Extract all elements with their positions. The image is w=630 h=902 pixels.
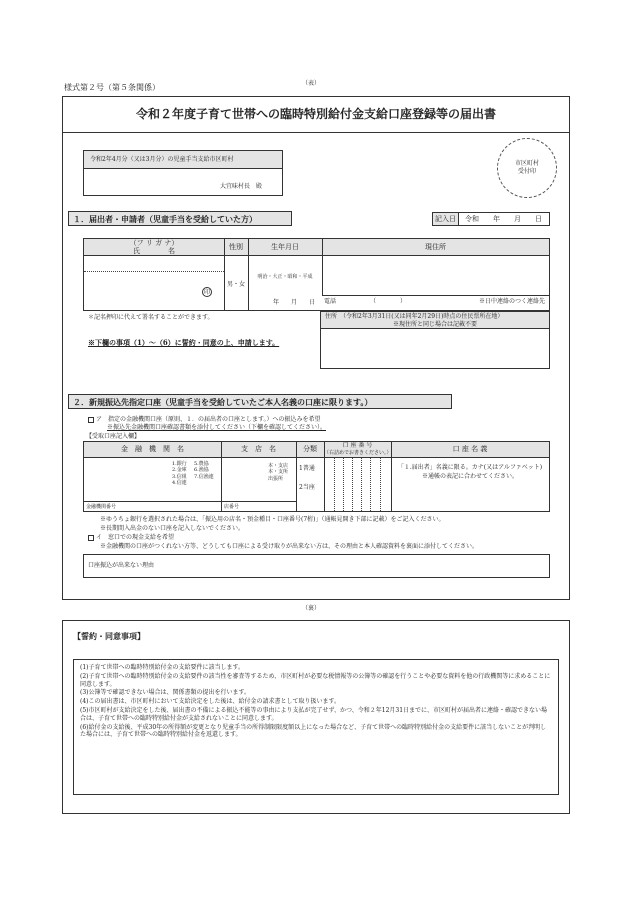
section2-heading: ２．新規振込先指定口座（児童手当を受給していたご本人名義の口座に限ります。） bbox=[68, 394, 452, 409]
col-account-no: 口 座 番 号 bbox=[342, 442, 373, 449]
entry-date-label: 記入日 bbox=[433, 213, 459, 225]
page-title: 令和２年度子育て世帯への臨時特別給付金支給口座登録等の届出書 bbox=[135, 106, 496, 121]
consent-line: ※下欄の事項（1）～（6）に誓約・同意の上、申請します。 bbox=[88, 338, 280, 347]
recipient-box bbox=[83, 150, 283, 196]
bank-types-col2[interactable]: 5.農協 6.漁協 7.信漁連 bbox=[194, 461, 214, 480]
pledge-item-4: (4)この届出書は、市区町村において支給決定をした後は、給付金の請求書として取り扱います。 bbox=[80, 698, 341, 706]
option-a-note: ※振込先金融機関口座確認書類を添付してください（下欄を確認してください）。 bbox=[107, 424, 327, 431]
holder-note2: ※通帳の表記に合わせてください。 bbox=[421, 473, 518, 480]
branch-types[interactable]: 本・支店 本・支所 出張所 bbox=[268, 463, 289, 482]
pledge-list bbox=[73, 659, 559, 795]
account-type-ordinary[interactable]: 1普通 bbox=[299, 465, 315, 472]
yucho-note2: ※長期間入出金のない口座を記入しないでください。 bbox=[100, 525, 245, 532]
pledge-item-2: (2)子育て世帯への臨時特別給付金の支給要件の該当性を審査等するため、市区町村が必要な税情報等の公簿等の確認を行うことや必要な資料を他の行政機関等に求めることに同意します。 bbox=[80, 672, 551, 688]
era-options[interactable]: 明治・大正・昭和・平成 bbox=[257, 274, 313, 280]
reason-box[interactable] bbox=[83, 554, 550, 578]
seal-mark: 印 bbox=[203, 289, 210, 296]
prev-address-note: ※現住所と同じ場合は記載不要 bbox=[392, 320, 477, 328]
stamp-line1: 市区町村 bbox=[514, 160, 539, 168]
holder-field[interactable] bbox=[392, 484, 549, 511]
entry-date bbox=[432, 212, 550, 226]
birth-units: 年 月 日 bbox=[273, 299, 316, 306]
pledge-item-1: (1)子育て世帯への臨時特別給付金の支給要件に該当します。 bbox=[80, 664, 245, 671]
bank-code-field[interactable] bbox=[118, 502, 220, 511]
col-branch: 支 店 名 bbox=[241, 445, 276, 453]
prev-address-label: 住所 （令和2年3月31日(又は同年2月29日)時点の住民票所在地） bbox=[325, 313, 504, 320]
pledge-title: 【誓約・同意事項】 bbox=[73, 631, 145, 641]
bank-code-label: 金融機関番号 bbox=[86, 504, 117, 510]
prev-address-box bbox=[320, 311, 550, 369]
col-birth: 生年月日 bbox=[271, 243, 299, 251]
branch-code-field[interactable] bbox=[244, 502, 295, 511]
applicant-table bbox=[83, 238, 550, 311]
account-number-field[interactable] bbox=[325, 459, 391, 511]
section1-heading: １．届出者・申請者（児童手当を受給していた方） bbox=[68, 211, 292, 226]
sex-options[interactable]: 男・女 bbox=[226, 281, 245, 288]
account-caption: 【受取口座記入欄】 bbox=[86, 433, 141, 440]
phone-field[interactable]: （ ） bbox=[370, 298, 407, 305]
option-a-checkbox[interactable] bbox=[88, 417, 94, 423]
yucho-note: ※ゆうちょ銀行を選択された場合は、「振込用の店名・預金種目・口座番号(7桁)」（通帳見開き下部に記載）をご記入ください。 bbox=[100, 516, 445, 523]
account-table bbox=[83, 441, 550, 512]
bank-name-field[interactable] bbox=[85, 459, 170, 500]
col-account-no-sub: （右詰めでお書きください。） bbox=[324, 450, 392, 456]
col-type: 分類 bbox=[303, 445, 317, 453]
account-type-current[interactable]: 2当座 bbox=[299, 484, 315, 491]
pledge-item-6: (6)給付金の支給後、平成30年の所得額が変更となり児童手当の所得制限限度額以上になった場合など、子育て世帯への臨時特別給付金の支給要件に該当しないことが判明した場合には、子育て世帯への臨時特別給付金を返還します。 bbox=[80, 723, 547, 739]
col-sex: 性別 bbox=[229, 243, 243, 251]
col-address: 現住所 bbox=[425, 243, 446, 251]
branch-name-field[interactable] bbox=[222, 459, 266, 500]
back-page-frame bbox=[62, 620, 570, 814]
recipient-line2: 大宜味村長 殿 bbox=[219, 183, 262, 191]
entry-date-value[interactable]: 令和 年 月 日 bbox=[465, 215, 542, 223]
form-number: 様式第２号（第５条関係） bbox=[64, 83, 160, 92]
option-b[interactable]: イ 窓口での現金支給を希望 bbox=[88, 534, 174, 542]
option-a[interactable]: ア 指定の金融機関口座（原則、１．の届出者の口座とします。）への振込みを希望 bbox=[88, 416, 321, 424]
stamp-line2: 受付印 bbox=[517, 168, 536, 175]
reception-stamp-area bbox=[497, 138, 557, 198]
reason-label: 口座振込が出来ない理由 bbox=[88, 562, 155, 569]
title-band bbox=[63, 97, 569, 133]
side-front-label: （表） bbox=[302, 80, 321, 87]
col-name: 氏 名 bbox=[133, 247, 175, 255]
col-holder: 口 座 名 義 bbox=[452, 445, 488, 453]
prev-address-field[interactable] bbox=[321, 329, 549, 368]
col-bank: 金 融 機 関 名 bbox=[121, 445, 184, 453]
side-back-label: （裏） bbox=[302, 605, 321, 612]
recipient-line1: 令和2年4月分（又は3月分）の児童手当支給市区町村 bbox=[84, 151, 282, 169]
pledge-item-3: (3)公簿等で確認できない場合は、関係書類の提出を行います。 bbox=[80, 689, 251, 697]
col-furigana: （フ リ ガ ナ） bbox=[129, 239, 179, 247]
pledge-item-5: (5)市区町村が支給決定をした後、届出書の不備による振込不能等の事由により支払が完了せず、かつ、令和２年12月31日までに、市区町村が届出者に連絡・確認できない場合は、子育て世帯への臨時特別給付金が支給されないことに同意します。 bbox=[80, 706, 548, 722]
phone-label: 電話 bbox=[324, 298, 337, 305]
address-field[interactable] bbox=[323, 257, 549, 294]
option-b-note: ※金融機関の口座がつくれない方等、どうしても口座による受け取りが出来ない方は、その理由と本人確認資料を裏面に添付してください。 bbox=[100, 543, 479, 550]
signature-note: ＊記名押印に代えて署名することができます。 bbox=[88, 314, 214, 321]
daytime-note: ※日中連絡のつく連絡先 bbox=[478, 298, 545, 305]
branch-code-label: 店番号 bbox=[224, 504, 240, 510]
option-b-checkbox[interactable] bbox=[88, 535, 94, 541]
holder-note1: 「１.届出者」名義に限る。カナ(又はアルファベット) bbox=[397, 464, 543, 471]
bank-types-col1[interactable]: 1.銀行 2.金庫 3.信組 4.信連 bbox=[172, 461, 187, 486]
